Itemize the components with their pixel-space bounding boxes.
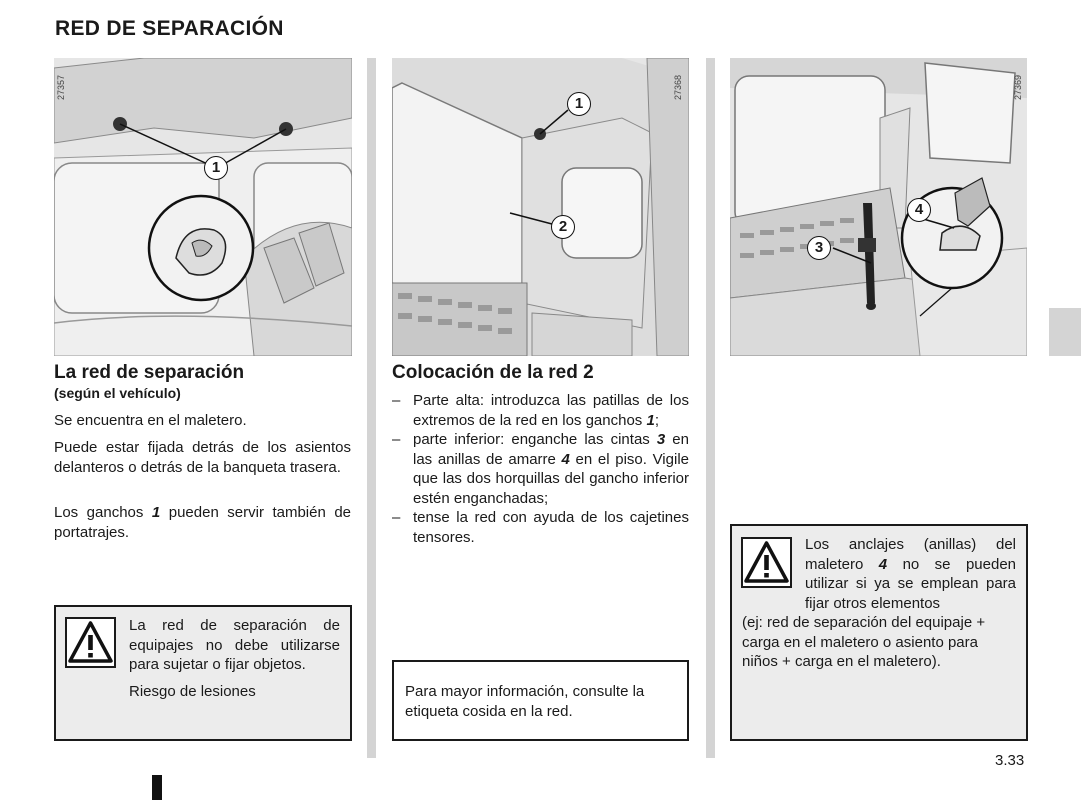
page-title: RED DE SEPARACIÓN	[55, 17, 284, 40]
section-heading-separation-net: La red de separación	[54, 362, 245, 383]
crop-mark	[152, 775, 162, 800]
paragraph-fixing: Puede estar fijada detrás de los asientos delanteros o detrás de la banqueta trasera.	[54, 439, 351, 476]
figure-number: 27357	[56, 74, 66, 100]
callout-4: 4	[907, 198, 931, 222]
list-item: – parte inferior: enganche las cintas 3 en las anillas de amarre 4 en el piso. Vigile que las dos horquillas del gancho inferior estén enganchadas;	[392, 430, 689, 508]
warning-triangle-icon	[65, 617, 116, 668]
warning-text-detail: (ej: red de separación del equipaje + carga en el maletero o asiento para niños + carga en el maletero).	[742, 614, 986, 670]
figure-net-placement	[392, 58, 689, 356]
placement-steps-list	[392, 391, 689, 547]
paragraph-location: Se encuentra en el maletero.	[54, 412, 247, 429]
callout-2: 2	[551, 215, 575, 239]
list-item: – Parte alta: introduzca las patillas de los extremos de la red en los ganchos 1;	[392, 391, 689, 430]
page-number: 3.33	[995, 752, 1025, 769]
warning-triangle-icon	[741, 537, 792, 588]
section-tab	[1049, 308, 1081, 356]
column-separator	[706, 58, 715, 758]
section-subheading: (según el vehículo)	[54, 385, 181, 401]
warning-box-anchors	[730, 524, 1028, 741]
warning-risk: Riesgo de lesiones	[129, 683, 256, 700]
figure-number: 27369	[1013, 74, 1023, 100]
warning-text: La red de separación de equipajes no debe utilizarse para sujetar o fijar objetos.	[129, 617, 340, 673]
callout-3: 3	[807, 236, 831, 260]
paragraph-hooks: Los ganchos 1 pueden servir también de portatrajes.	[54, 504, 352, 541]
info-box-net-label	[392, 660, 689, 741]
callout-1: 1	[204, 156, 228, 180]
section-heading-net-placement: Colocación de la red 2	[392, 362, 594, 383]
info-text: Para mayor información, consulte la etiqueta cosida en la red.	[405, 683, 645, 720]
figure-number: 27368	[673, 74, 683, 100]
list-item: – tense la red con ayuda de los cajetines tensores.	[392, 508, 689, 547]
warning-text: Los anclajes (anillas) del maletero 4 no se pueden utilizar si ya se emplean para fijar otros elementos	[805, 536, 1016, 612]
callout-1: 1	[567, 92, 591, 116]
figure-net-lower-anchor	[730, 58, 1027, 356]
figure-separation-net-hooks	[54, 58, 352, 356]
warning-box-net-usage	[54, 605, 352, 741]
column-separator	[367, 58, 376, 758]
